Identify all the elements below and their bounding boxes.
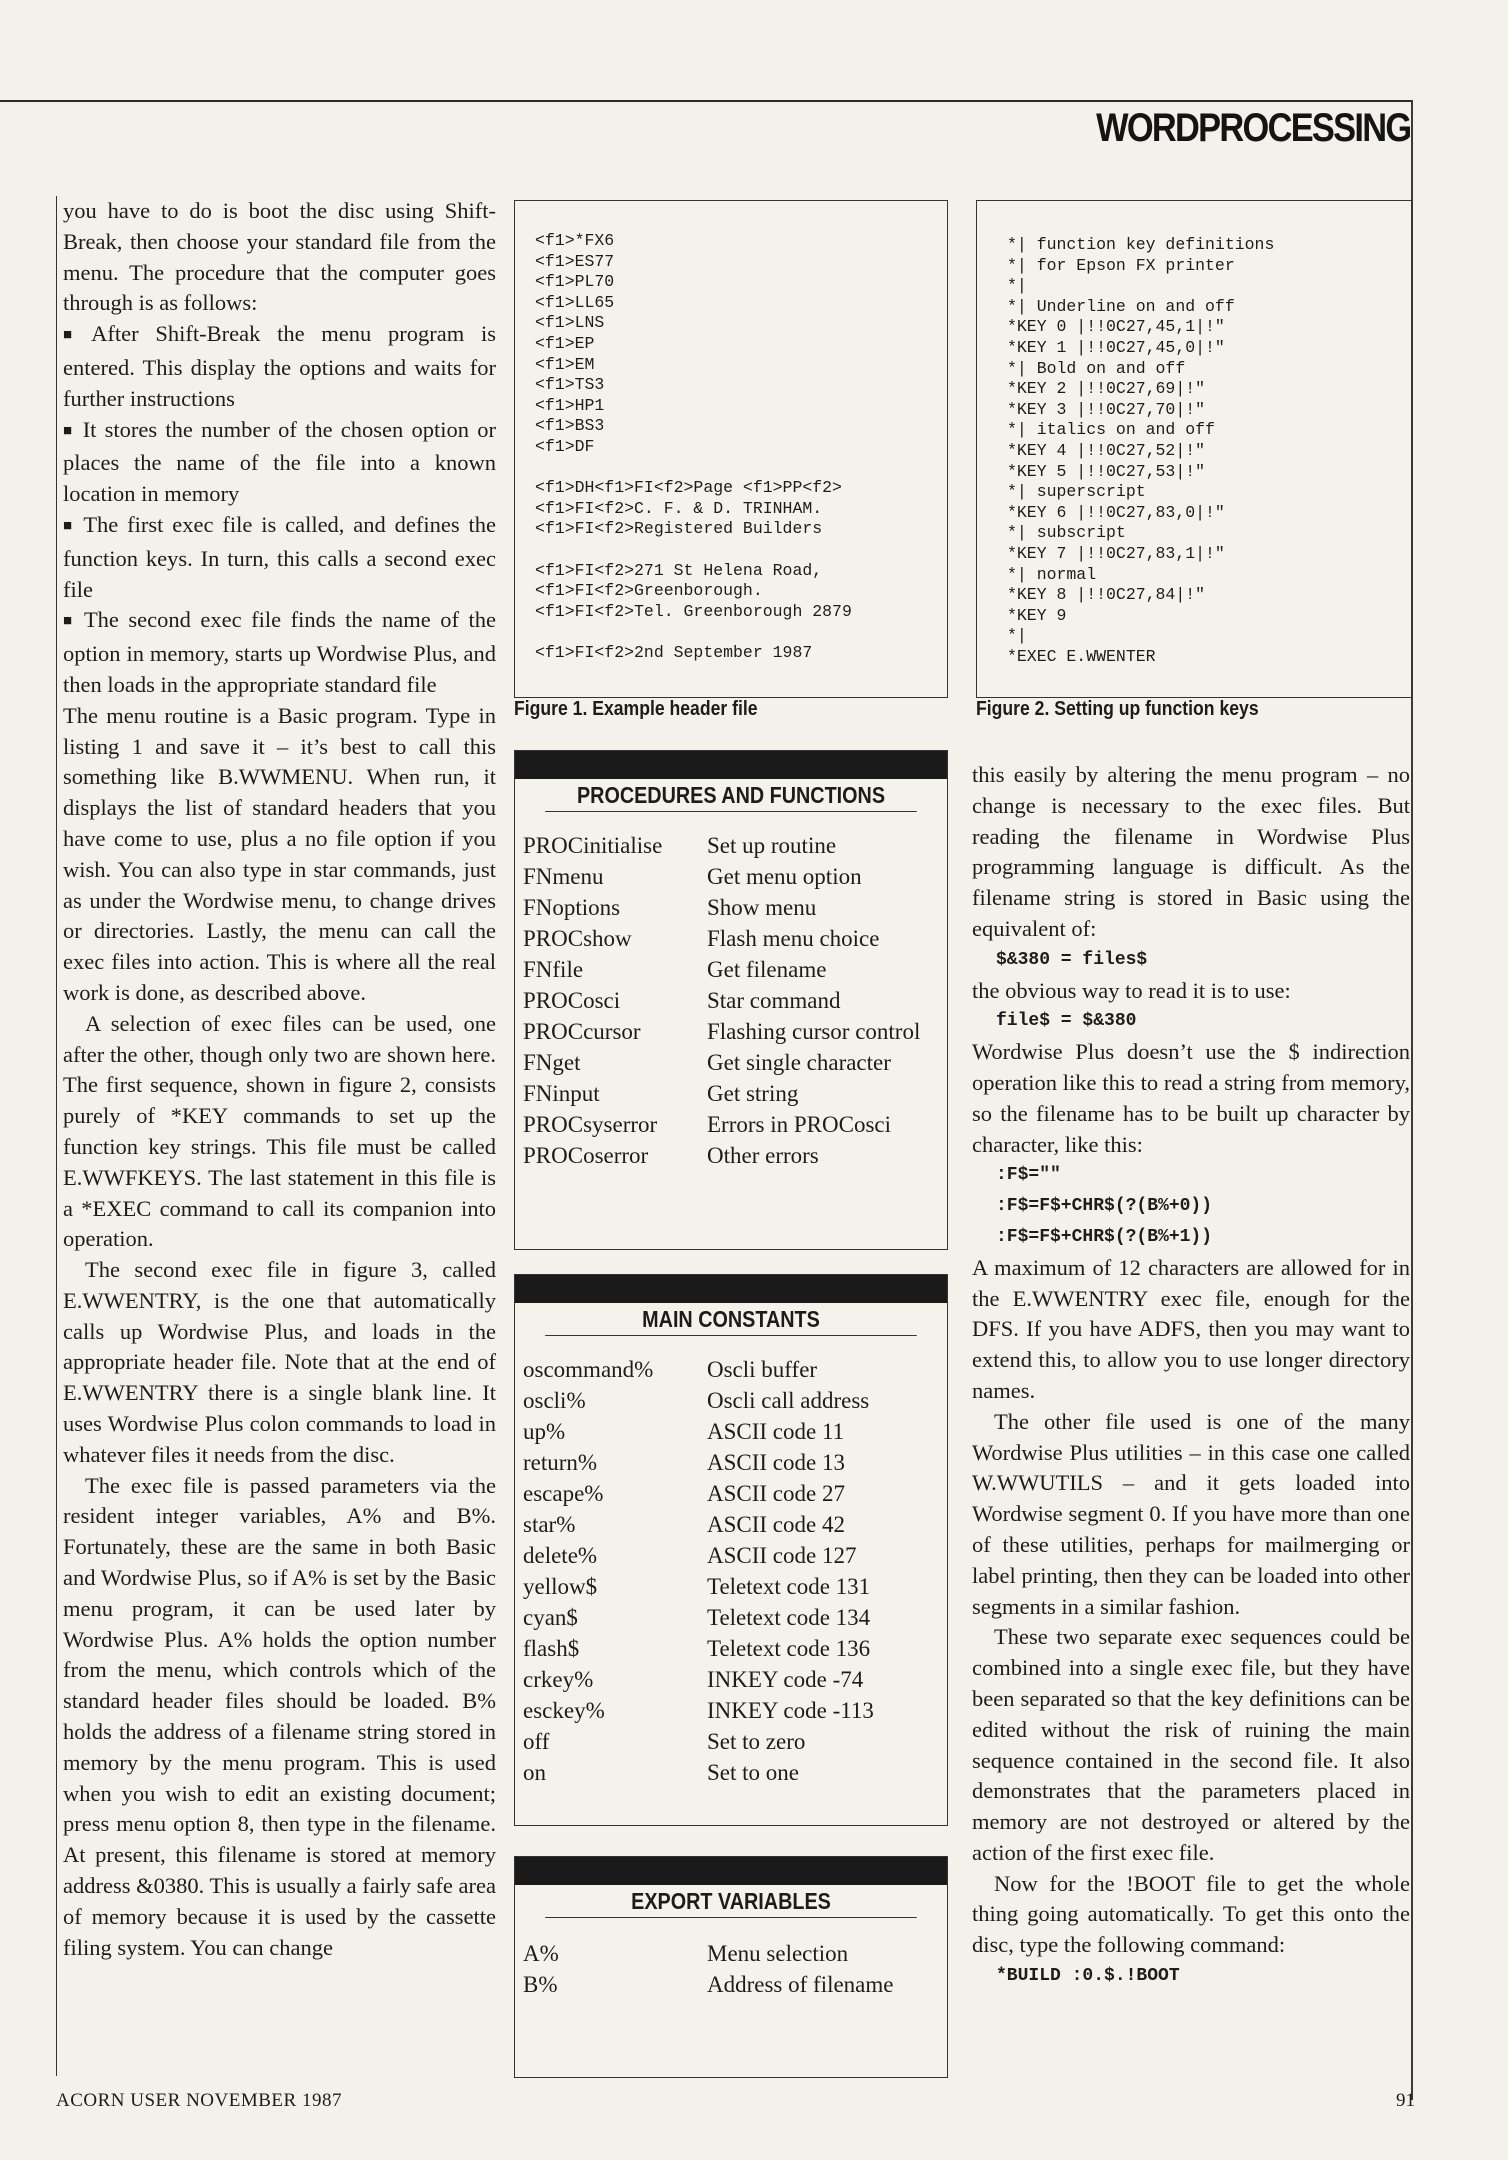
table-row: [515, 923, 947, 954]
table-value: Teletext code 136: [707, 1636, 871, 1661]
article-column-1: [56, 196, 496, 2076]
table-value: Address of filename: [707, 1972, 894, 1997]
table-key: return%: [523, 1450, 598, 1475]
listing-line: <f1>FI<f2>271 St Helena Road,: [535, 560, 823, 580]
section-tag: WORDPROCESSING: [1095, 106, 1410, 150]
table-key: A%: [523, 1941, 559, 1966]
paragraph: you have to do is boot the disc using Shift-Break, then choose your standard file from the menu. The procedure that the computer goes through is as follows:: [63, 198, 496, 316]
listing-line: *| superscript: [1007, 482, 1146, 502]
table-row: [515, 1633, 947, 1664]
table-key: off: [523, 1729, 550, 1754]
table-row: [515, 1969, 947, 2000]
listing-line: [535, 540, 929, 561]
table-value: Teletext code 134: [707, 1605, 871, 1630]
listing-line: <f1>EM: [535, 354, 595, 374]
table-value: Star command: [707, 988, 841, 1013]
table-row: [515, 1447, 947, 1478]
listing-line: *KEY 4 |!!0C27,52|!": [1007, 440, 1206, 460]
table-row: [515, 985, 947, 1016]
table-row: [515, 1571, 947, 1602]
table-key: FNoptions: [523, 895, 621, 920]
bullet-item: ■ It stores the number of the chosen option or places the name of the file into a known location in memory: [63, 415, 496, 510]
table-key: esckey%: [523, 1698, 605, 1723]
listing-line: <f1>PL70: [535, 272, 615, 292]
article-column-3: [972, 760, 1410, 2080]
table-key: FNinput: [523, 1081, 600, 1106]
listing-line: *| Underline on and off: [1007, 296, 1235, 316]
table-key: star%: [523, 1512, 576, 1537]
listing-line: <f1>DH<f1>FI<f2>Page <f1>PP<f2>: [535, 478, 842, 498]
constants-table: [514, 1274, 948, 1826]
code-line: :F$=F$+CHR$(?(B%+0)): [996, 1196, 1213, 1217]
table-key: crkey%: [523, 1667, 594, 1692]
table-key: flash$: [523, 1636, 580, 1661]
constants-title: MAIN CONSTANTS: [545, 1303, 917, 1336]
listing-line: *KEY 7 |!!0C27,83,1|!": [1007, 543, 1225, 563]
table-value: Oscli call address: [707, 1388, 870, 1413]
listing-line: [535, 458, 929, 479]
table-header-bar: [515, 1857, 947, 1885]
table-key: up%: [523, 1419, 566, 1444]
table-row: [515, 1078, 947, 1109]
paragraph: The exec file is passed parameters via the resident integer variables, A% and B%. Fortunately, these are the same in both Basic and Wordwise Plus, so if A% is set by the Basic menu program, it can be used later by Wordwise Plus. A% holds the option number from the menu, which controls which of the standard header files should be loaded. B% holds the address of a filename string stored in memory by the menu program. This is used when you wish to edit an existing document; press menu option 8, then type in the filename. At present, this filename is stored at memory address &0380. This is usually a fairly safe area of memory because it is used by the cassette filing system. You can change: [63, 1472, 496, 1960]
table-key: oscli%: [523, 1388, 586, 1413]
table-key: cyan$: [523, 1605, 578, 1630]
table-value: Get filename: [707, 957, 827, 982]
table-value: Menu selection: [707, 1941, 849, 1966]
listing-line: <f1>LL65: [535, 292, 615, 312]
table-key: PROCinitialise: [523, 833, 663, 858]
listing-line: *KEY 3 |!!0C27,70|!": [1007, 399, 1206, 419]
table-key: FNget: [523, 1050, 581, 1075]
table-key: yellow$: [523, 1574, 598, 1599]
table-key: delete%: [523, 1543, 598, 1568]
code-line: *BUILD :0.$.!BOOT: [996, 1966, 1180, 1987]
table-value: Teletext code 131: [707, 1574, 871, 1599]
code-line: :F$=F$+CHR$(?(B%+1)): [996, 1226, 1213, 1247]
listing-line: *KEY 2 |!!0C27,69|!": [1007, 379, 1206, 399]
procedures-title: PROCEDURES AND FUNCTIONS: [545, 779, 917, 812]
listing-line: *| for Epson FX printer: [1007, 255, 1235, 275]
table-row: [515, 1726, 947, 1757]
paragraph: The other file used is one of the many Wordwise Plus utilities – in this case one called W.WWUTILS – and it gets loaded into Wordwise segment 0. If you have more than one of these utilities, perhaps for mailmerging or label printing, then they can be loaded into other segments in a similar fashion.: [972, 1408, 1410, 1619]
paragraph: The second exec file in figure 3, called E.WWENTRY, is the one that automatically calls up Wordwise Plus, and loads in the appropriate header file. Note that at the end of E.WWENTRY there is a single blank line. It uses Wordwise Plus colon commands to load in whatever files it needs from the disc.: [63, 1257, 496, 1467]
figure-1-listing: [514, 200, 948, 698]
table-row: [515, 1540, 947, 1571]
paragraph: this easily by altering the menu program – no change is necessary to the exec files. But reading the filename in Wordwise Plus programming language is difficult. As the filename string is stored in Basic using the equivalent of:: [972, 762, 1410, 941]
listing-line: *KEY 9: [1007, 605, 1067, 625]
table-value: ASCII code 11: [707, 1419, 845, 1444]
table-row: [515, 1354, 947, 1385]
table-row: [515, 954, 947, 985]
table-key: oscommand%: [523, 1357, 654, 1382]
exports-table: [514, 1856, 948, 2078]
table-row: [515, 1695, 947, 1726]
listing-line: <f1>*FX6: [535, 231, 615, 250]
listing-line: *| normal: [1007, 564, 1097, 584]
paragraph: These two separate exec sequences could be combined into a single exec file, but they have been separated so that the key definitions can be edited without the risk of ruining the main sequence contained in the second file. It also demonstrates that the parameters placed in memory are not destroyed or altered by the action of the first exec file.: [972, 1624, 1410, 1865]
code-line: $&380 = files$: [996, 949, 1148, 970]
listing-line: <f1>HP1: [535, 395, 605, 415]
listing-line: *|: [1007, 276, 1027, 296]
table-row: [515, 1664, 947, 1695]
listing-line: *EXEC E.WWENTER: [1007, 646, 1156, 666]
table-key: PROCcursor: [523, 1019, 641, 1044]
table-value: Oscli buffer: [707, 1357, 818, 1382]
table-key: FNfile: [523, 957, 584, 982]
listing-line: <f1>LNS: [535, 313, 605, 333]
table-value: Get single character: [707, 1050, 891, 1075]
paragraph: The menu routine is a Basic program. Type in listing 1 and save it – it’s best to call this something like B.WWMENU. When run, it displays the list of standard headers that you have come to use, plus a no file option if you wish. You can also type in star commands, just as under the Wordwise menu, to change drives or directories. Lastly, the menu can call the exec files into action. This is where all the real work is done, as described above.: [63, 702, 496, 1005]
listing-line: <f1>FI<f2>Greenborough.: [535, 581, 763, 601]
table-header-bar: [515, 1275, 947, 1303]
listing-line: *| Bold on and off: [1007, 358, 1186, 378]
listing-line: *KEY 5 |!!0C27,53|!": [1007, 461, 1206, 481]
figure-1-caption: Figure 1. Example header file: [514, 698, 758, 720]
table-value: Flash menu choice: [707, 926, 880, 951]
table-value: Set to one: [707, 1760, 799, 1785]
listing-line: <f1>FI<f2>Tel. Greenborough 2879: [535, 601, 852, 621]
listing-line: *KEY 0 |!!0C27,45,1|!": [1007, 317, 1225, 337]
table-value: Set to zero: [707, 1729, 806, 1754]
table-key: FNmenu: [523, 864, 604, 889]
table-key: escape%: [523, 1481, 604, 1506]
listing-line: <f1>TS3: [535, 375, 605, 395]
table-key: PROCosci: [523, 988, 621, 1013]
listing-line: <f1>FI<f2>2nd September 1987: [535, 642, 813, 662]
table-value: ASCII code 42: [707, 1512, 845, 1537]
paragraph: Now for the !BOOT file to get the whole thing going automatically. To get this onto the disc, type the following command:: [972, 1870, 1410, 1958]
table-value: Errors in PROCosci: [707, 1112, 891, 1137]
bullet-item: ■ The first exec file is called, and defines the function keys. In turn, this calls a second exec file: [63, 510, 496, 605]
page-number: 91: [1396, 2090, 1415, 2111]
table-row: [515, 892, 947, 923]
table-row: [515, 1757, 947, 1788]
listing-line: <f1>FI<f2>Registered Builders: [535, 519, 823, 539]
table-value: Get string: [707, 1081, 799, 1106]
listing-line: *|: [1007, 626, 1027, 646]
paragraph: A selection of exec files can be used, one after the other, though only two are shown here. The first sequence, shown in figure 2, consists purely of *KEY commands to set up the function key strings. This file must be called E.WWFKEYS. The last statement in this file is a *EXEC command to call its companion into operation.: [63, 1010, 496, 1252]
bullet-item: ■ The second exec file finds the name of the option in memory, starts up Wordwise Plus, and then loads in the appropriate standard file: [63, 605, 496, 700]
table-key: PROCsyserror: [523, 1112, 658, 1137]
listing-line: *KEY 1 |!!0C27,45,0|!": [1007, 337, 1225, 357]
table-row: [515, 1602, 947, 1633]
table-value: INKEY code -113: [707, 1698, 874, 1723]
listing-line: *KEY 6 |!!0C27,83,0|!": [1007, 502, 1225, 522]
procedures-table: [514, 750, 948, 1250]
table-row: [515, 1047, 947, 1078]
listing-line: <f1>ES77: [535, 251, 615, 271]
listing-line: *KEY 8 |!!0C27,84|!": [1007, 585, 1206, 605]
listing-line: *| italics on and off: [1007, 420, 1215, 440]
table-row: [515, 830, 947, 861]
table-row: [515, 861, 947, 892]
exports-title: EXPORT VARIABLES: [545, 1885, 917, 1918]
table-value: INKEY code -74: [707, 1667, 864, 1692]
table-value: Show menu: [707, 895, 817, 920]
listing-line: [535, 622, 929, 643]
table-header-bar: [515, 751, 947, 779]
figure-2-caption: Figure 2. Setting up function keys: [976, 698, 1259, 720]
paragraph: Wordwise Plus doesn’t use the $ indirection operation like this to read a string from memory, so the filename has to be built up character by character, like this:: [972, 1039, 1410, 1157]
listing-line: *| function key definitions: [1007, 235, 1275, 254]
code-line: file$ = $&380: [996, 1011, 1137, 1032]
table-value: ASCII code 13: [707, 1450, 845, 1475]
table-key: B%: [523, 1972, 558, 1997]
table-key: PROCshow: [523, 926, 632, 951]
table-row: [515, 1140, 947, 1171]
listing-line: <f1>BS3: [535, 416, 605, 436]
table-row: [515, 1509, 947, 1540]
table-row: [515, 1016, 947, 1047]
listing-line: <f1>FI<f2>C. F. & D. TRINHAM.: [535, 498, 823, 518]
table-row: [515, 1416, 947, 1447]
footer-magazine: ACORN USER NOVEMBER 1987: [56, 2090, 342, 2111]
table-value: ASCII code 127: [707, 1543, 857, 1568]
table-row: [515, 1478, 947, 1509]
table-key: on: [523, 1760, 546, 1785]
table-value: Set up routine: [707, 833, 837, 858]
table-row: [515, 1938, 947, 1969]
table-value: Get menu option: [707, 864, 862, 889]
header-rule: [0, 100, 1412, 102]
bullet-item: ■ After Shift-Break the menu program is entered. This display the options and waits for further instructions: [63, 319, 496, 414]
paragraph: A maximum of 12 characters are allowed for in the E.WWENTRY exec file, enough for the DFS. If you have ADFS, then you may want to extend this, to allow you to use longer directory names.: [972, 1254, 1410, 1403]
figure-2-listing: [976, 200, 1412, 698]
table-value: Other errors: [707, 1143, 819, 1168]
table-key: PROCoserror: [523, 1143, 649, 1168]
table-row: [515, 1385, 947, 1416]
table-value: ASCII code 27: [707, 1481, 845, 1506]
table-value: Flashing cursor control: [707, 1019, 921, 1044]
listing-line: *| subscript: [1007, 523, 1126, 543]
code-line: :F$="": [996, 1165, 1061, 1186]
paragraph: the obvious way to read it is to use:: [972, 977, 1291, 1003]
listing-line: <f1>DF: [535, 436, 595, 456]
listing-line: <f1>EP: [535, 333, 595, 353]
table-row: [515, 1109, 947, 1140]
